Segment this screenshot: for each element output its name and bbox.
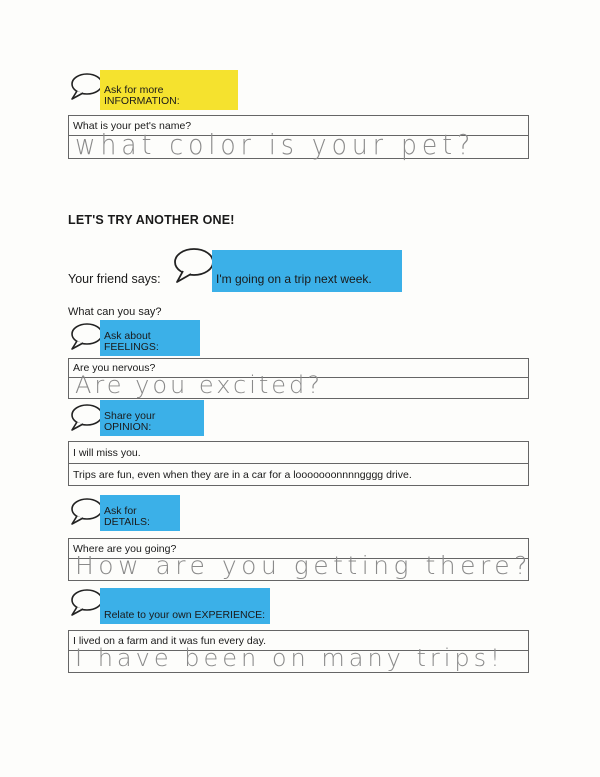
- experience-answer-row[interactable]: [69, 644, 528, 672]
- info-prompt-text: What is your pet's name?: [73, 119, 192, 132]
- speech-bubble-icon: [170, 246, 216, 286]
- opinion-label-text: Share your OPINION:: [104, 410, 156, 433]
- opinion-line-2: Trips are fun, even when they are in a car for a looooooonnnngggg drive.: [73, 468, 412, 481]
- friend-prefix: Your friend says:: [68, 272, 161, 286]
- feelings-answer-box: [68, 358, 529, 399]
- opinion-label: [100, 400, 204, 436]
- feelings-label: [100, 320, 200, 356]
- feelings-label-text: Ask about FEELINGS:: [104, 330, 159, 353]
- page-heading: LET'S TRY ANOTHER ONE!: [68, 213, 235, 227]
- experience-label: [100, 588, 270, 624]
- details-label: [100, 495, 180, 531]
- experience-handwritten-answer: I have been on many trips!: [75, 644, 504, 672]
- info-label-text: Ask for more INFORMATION:: [104, 84, 180, 107]
- opinion-row-2: [69, 463, 528, 485]
- details-label-text: Ask for DETAILS:: [104, 505, 150, 528]
- opinion-row-1: [69, 442, 528, 463]
- experience-label-text: Relate to your own EXPERIENCE:: [104, 608, 266, 621]
- friend-statement-box: [212, 250, 402, 292]
- speech-bubble-icon: [68, 497, 104, 527]
- info-answer-row[interactable]: [69, 128, 528, 161]
- details-answer-row[interactable]: [69, 551, 532, 580]
- speech-bubble-icon: [68, 588, 104, 618]
- details-answer-box: [68, 538, 532, 581]
- question-text: What can you say?: [68, 306, 162, 318]
- info-label: [100, 70, 238, 110]
- friend-statement-text: I'm going on a trip next week.: [216, 272, 372, 286]
- details-handwritten-answer: How are you getting there?: [75, 551, 532, 580]
- feelings-prompt-text: Are you nervous?: [73, 362, 156, 374]
- details-prompt-text: Where are you going?: [73, 542, 177, 555]
- experience-answer-box: [68, 630, 529, 673]
- feelings-answer-row[interactable]: [69, 371, 528, 399]
- speech-bubble-icon: [68, 322, 104, 352]
- opinion-line-1: I will miss you.: [73, 446, 141, 459]
- experience-prompt-text: I lived on a farm and it was fun every day.: [73, 634, 266, 647]
- speech-bubble-icon: [68, 403, 104, 433]
- info-answer-box: [68, 115, 529, 159]
- speech-bubble-icon: [68, 72, 104, 102]
- feelings-handwritten-answer: Are you excited?: [75, 371, 324, 399]
- info-handwritten-answer: what color is your pet?: [75, 128, 476, 161]
- opinion-answer-box: [68, 441, 529, 486]
